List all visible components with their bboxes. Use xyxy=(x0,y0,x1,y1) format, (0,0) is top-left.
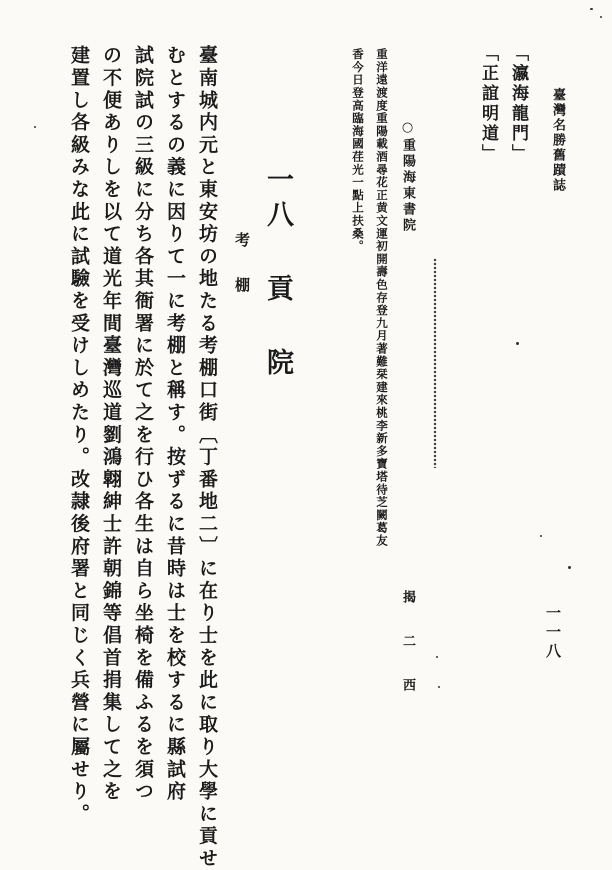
scan-speck xyxy=(568,566,571,569)
section-title: 一八 貢 院 xyxy=(262,165,293,383)
scan-speck xyxy=(600,16,602,18)
body-column-2: むとするの義に因りて一に考棚と稱す。按ずるに昔時は士を校するに縣試府 xyxy=(164,45,186,804)
scan-speck xyxy=(540,535,542,537)
quote-1: 「瀛海龍門」 xyxy=(508,44,528,164)
poem-author: 揭 二 西 xyxy=(400,590,415,699)
section-subtitle: 考 棚 xyxy=(233,232,251,298)
scan-speck xyxy=(590,8,593,10)
poem-line-1: 重洋遠渡度重陽載酒尋花正黄文運初開壽色存登九月著難栞建來桃李新多寶塔待芝闕葛友 xyxy=(375,48,389,548)
scan-speck xyxy=(516,342,519,345)
body-column-4: の不便ありしを以て道光年間臺灣巡道劉鴻翺紳士許朝錦等倡首捐集して之を xyxy=(100,45,122,804)
body-column-5: 建置し各級みな此に試驗を受けしめたり。改隷後府署と同じく兵營に屬せり。 xyxy=(68,45,90,826)
quote-2: 「正誼明道」 xyxy=(478,44,498,164)
wavy-rule xyxy=(432,258,442,468)
body-column-3: 試院試の三級に分ち各其衙署に於て之を行ひ各生は自ら坐椅を備ふるを須つ xyxy=(132,45,154,804)
poem-line-2: 香今日登高臨海國荏光一點上扶桑。 xyxy=(351,48,365,253)
page-number: 一一八 xyxy=(544,605,562,662)
scan-speck xyxy=(34,126,36,128)
body-column-1: 臺南城内元と東安坊の地たる考棚口街〔丁番地二〕に在り士を此に取り大學に貢せ xyxy=(196,45,218,870)
running-header: 臺灣名勝舊蹟誌 xyxy=(550,88,565,193)
poem-title: ○重陽海東書院 xyxy=(400,120,415,234)
scan-speck xyxy=(438,686,440,688)
scan-speck xyxy=(436,656,438,658)
